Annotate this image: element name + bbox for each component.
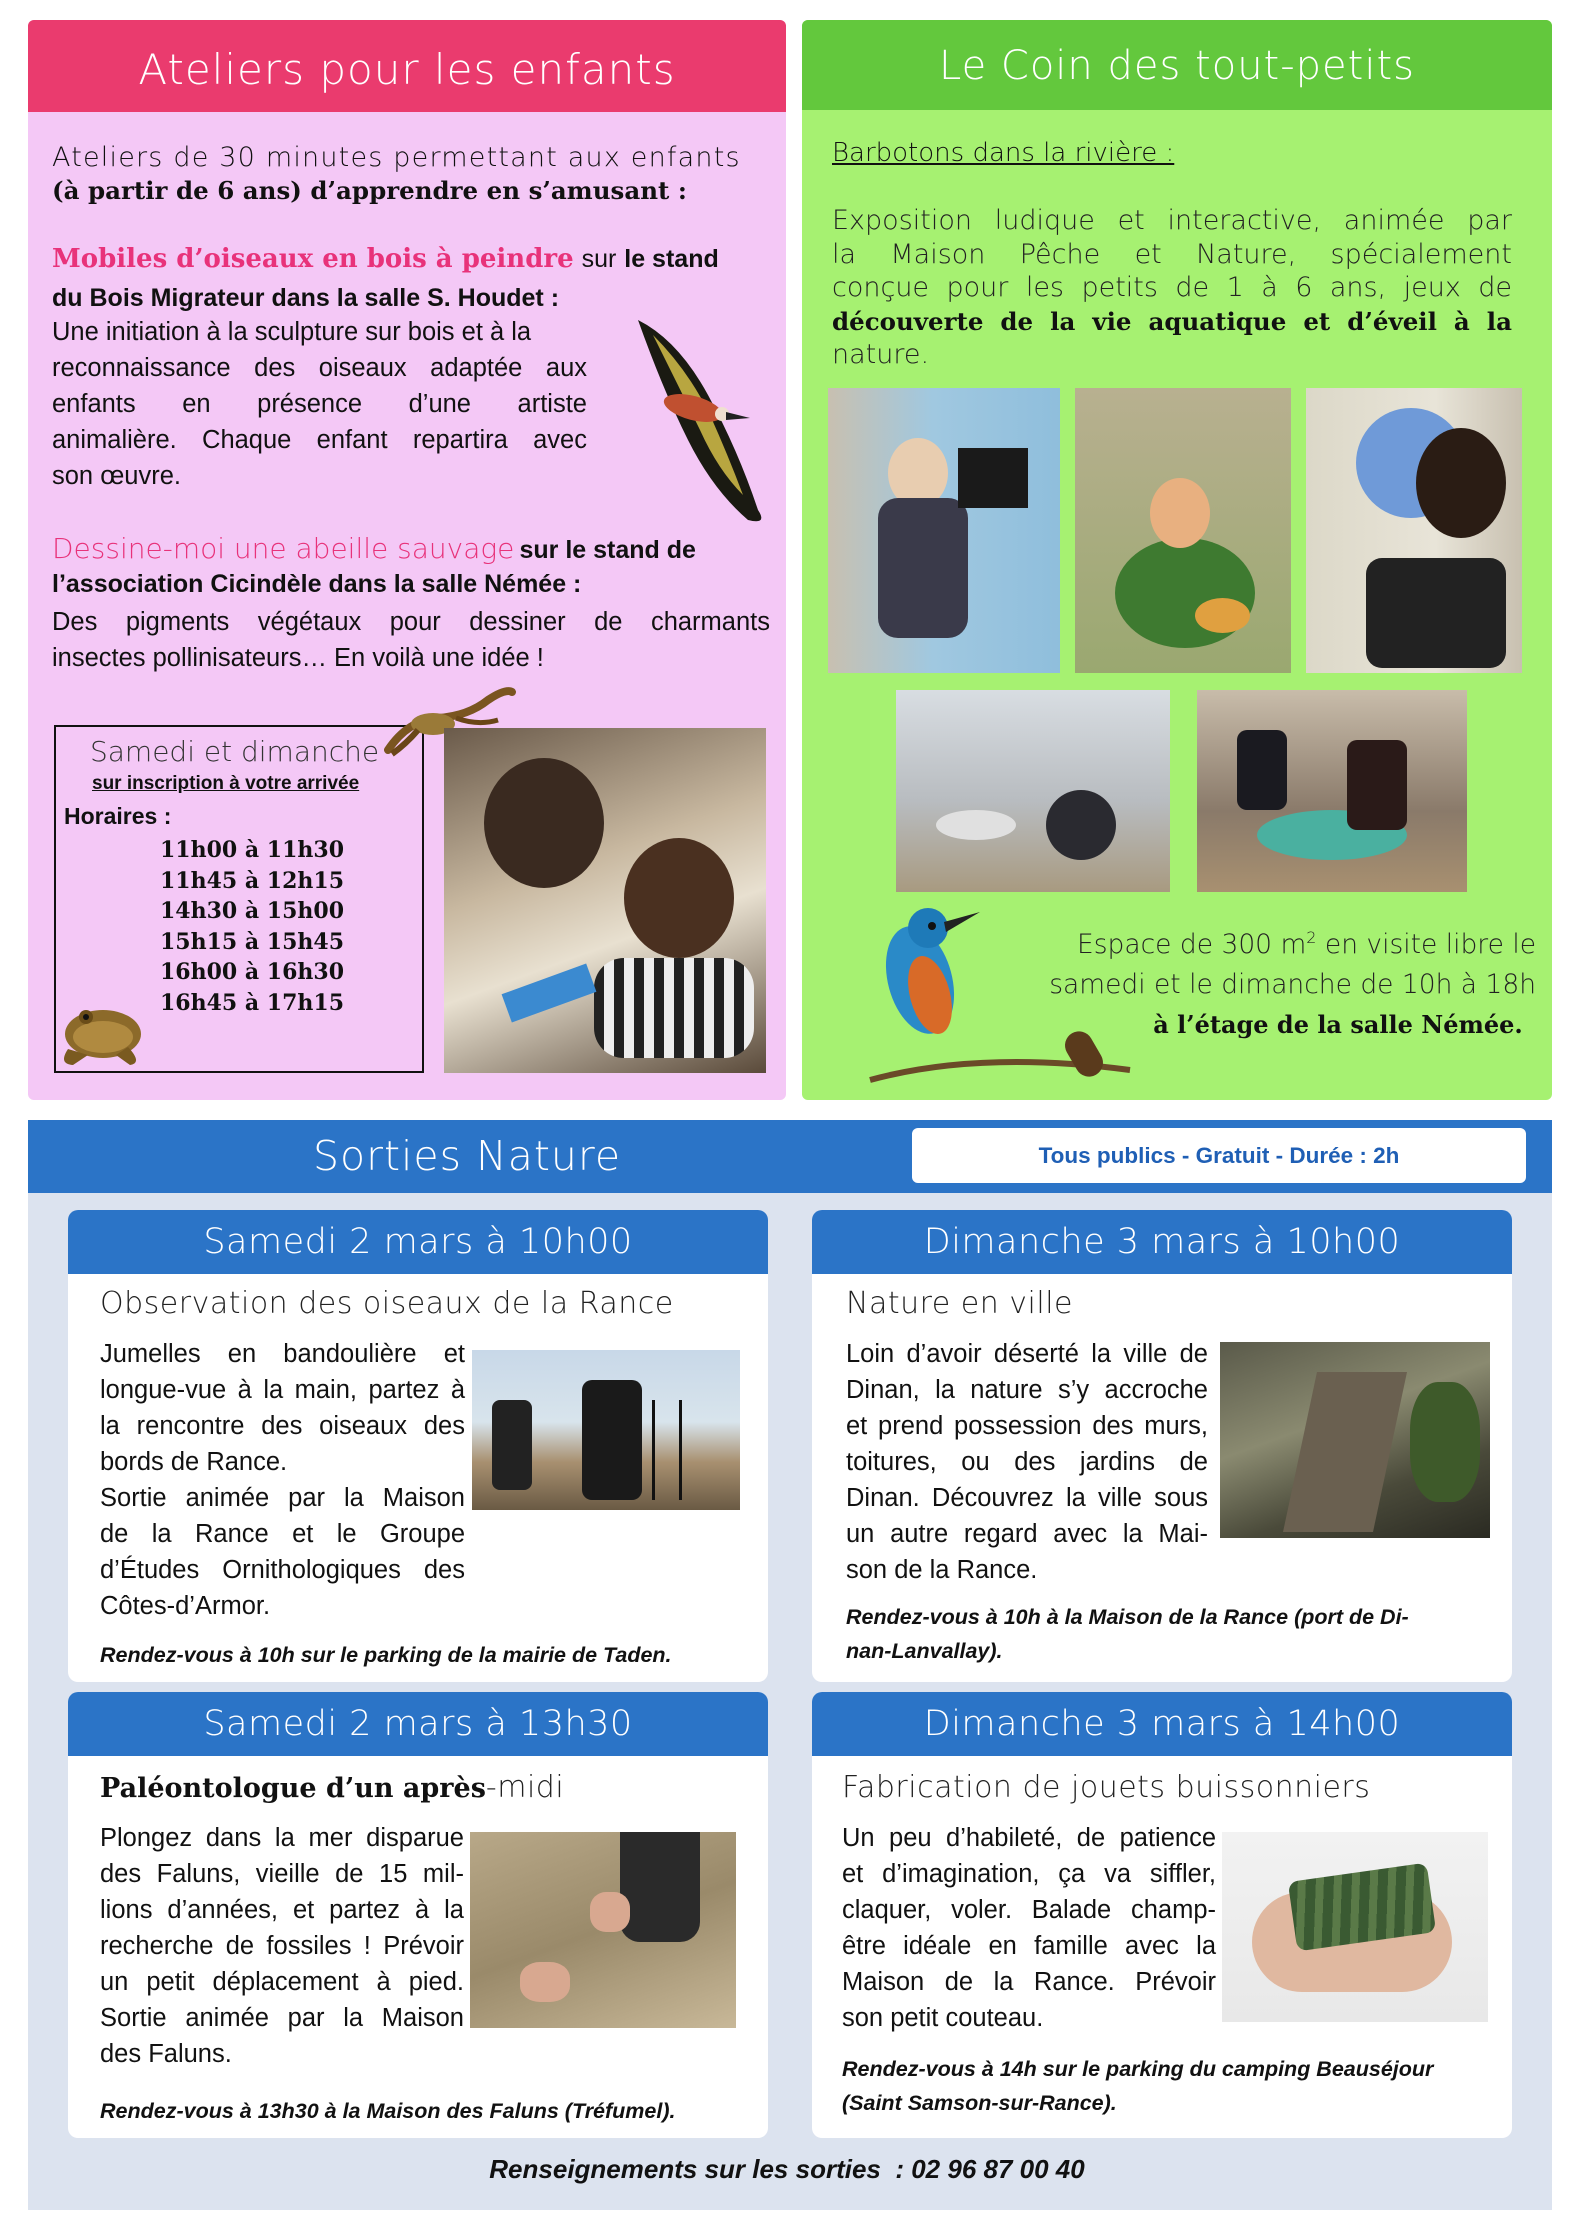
outing-desc-line: Dinan. Découvrez la ville sous [846, 1484, 1208, 1512]
schedule-time-slot: 16h45 à 17h15 [160, 989, 345, 1016]
outing-desc-line: Jumelles en bandoulière et [100, 1340, 465, 1368]
outing-card-birds [68, 1210, 768, 1682]
toddler-photo-1 [828, 388, 1060, 673]
workshop2-stand-line2: l’association Cicindèle dans la salle Némée : [52, 570, 582, 598]
outing-card-fossils [68, 1692, 768, 2138]
schedule-signup: sur inscription à votre arrivée [92, 773, 360, 794]
outing-title-light: -midi [485, 1770, 565, 1805]
schedule-box [54, 725, 424, 1073]
outing-meeting-line: Rendez-vous à 10h à la Maison de la Rance (port de Di- [846, 1605, 1409, 1629]
outing-meeting-line: Rendez-vous à 14h sur le parking du camping Beauséjour [842, 2057, 1434, 2081]
workshop1-desc-line: enfants en présence d’une artiste [52, 390, 587, 418]
toddlers-desc-line: Exposition ludique et interactive, animée par [832, 205, 1512, 236]
workshop1-desc-line: son œuvre. [52, 462, 181, 490]
outing-title: Nature en ville [846, 1286, 1073, 1321]
outing-description [100, 1820, 464, 2072]
outing-desc-line: son petit couteau. [842, 2004, 1044, 2032]
kids-intro-line1: Ateliers de 30 minutes permettant aux enfants [52, 142, 741, 173]
schedule-time-slot: 15h15 à 15h45 [160, 928, 345, 955]
workshop1-desc-line: reconnaissance des oiseaux adaptée aux [52, 354, 587, 382]
outing-desc-line: son de la Rance. [846, 1556, 1038, 1584]
outing-description [100, 1336, 465, 1624]
toddlers-space-location: à l’étage de la salle Némée. [1153, 1009, 1523, 1039]
toddlers-space-size: Espace de 300 m [1077, 928, 1307, 960]
toddlers-subtitle: Barbotons dans la rivière : [832, 138, 1175, 168]
toddlers-desc-line: nature. [832, 339, 930, 370]
outing-title [100, 1770, 564, 1805]
outing-desc-line: des Faluns. [100, 2040, 232, 2068]
toad-illustration [58, 989, 148, 1069]
workshop1-heading: Mobiles d’oiseaux en bois à peindre [52, 244, 574, 274]
wooden-bird-mobile-image [618, 300, 783, 530]
schedule-time-slot: 16h00 à 16h30 [160, 959, 345, 985]
schedule-time-slot: 11h45 à 12h15 [160, 867, 345, 894]
toddlers-description [832, 204, 1512, 372]
outing-date: Samedi 2 mars à 10h00 [68, 1210, 768, 1274]
schedule-label: Horaires : [64, 803, 172, 829]
workshop2-heading-line [52, 532, 777, 565]
toddler-photo-3 [1306, 388, 1522, 673]
workshop2-desc-line: insectes pollinisateurs… En voilà une idée ! [52, 644, 544, 672]
outings-contact-info: Renseignements sur les sorties : 02 96 87 00 40 [489, 2154, 1085, 2184]
outing-desc-line: Sortie animée par la Maison [100, 2004, 464, 2032]
workshop2-description [52, 604, 770, 676]
outing-desc-line: Sortie animée par la Maison [100, 1484, 465, 1512]
workshop2-stand: sur le stand de [519, 536, 696, 564]
outing-desc-line: toitures, ou des jardins de [846, 1448, 1208, 1476]
outing-desc-line: Dinan, la nature s’y accroche [846, 1376, 1208, 1404]
outing-date: Dimanche 3 mars à 10h00 [812, 1210, 1512, 1274]
outing-meeting-line: nan-Lanvallay). [846, 1639, 1003, 1663]
outing-meeting-point [842, 2052, 1433, 2120]
outing-description [842, 1820, 1216, 2036]
toddlers-space-line2: samedi et le dimanche de 10h à 18h [1049, 968, 1536, 1000]
toddlers-corner-title: Le Coin des tout-petits [802, 20, 1552, 110]
outing-desc-line: recherche de fossiles ! Prévoir [100, 1932, 464, 1960]
outing-desc-line: Maison de la Rance. Prévoir [842, 1968, 1216, 1996]
outing-date: Dimanche 3 mars à 14h00 [812, 1692, 1512, 1756]
workshop1-connector: sur [581, 245, 617, 273]
kids-painting-photo [444, 728, 766, 1073]
workshop2-desc-line: Des pigments végétaux pour dessiner de charmants [52, 608, 770, 636]
woven-toy-photo [1222, 1832, 1488, 2022]
schedule-time-slot: 14h30 à 15h00 [160, 898, 345, 924]
outing-card-city [812, 1210, 1512, 1682]
outing-title: Fabrication de jouets buissonniers [842, 1770, 1371, 1805]
outing-title-bold: Paléontologue d’un après [100, 1773, 486, 1804]
workshop1-description [52, 314, 587, 494]
outing-meeting-point: Rendez-vous à 13h30 à la Maison des Faluns (Tréfumel). [100, 2099, 676, 2123]
schedule-time-slot: 11h00 à 11h30 [160, 837, 345, 863]
schedule-times [160, 835, 344, 1018]
outing-meeting-point [846, 1600, 1409, 1668]
toddlers-space-line1 [1020, 918, 1536, 965]
outing-desc-line: et d’imagination, ça va siffler, [842, 1860, 1216, 1888]
nature-outings-title: Sorties Nature [28, 1120, 1552, 1193]
schedule-days: Samedi et dimanche [90, 735, 380, 768]
workshop1-stand-line2: du Bois Migrateur dans la salle S. Houdet : [52, 284, 560, 312]
outing-date: Samedi 2 mars à 13h30 [68, 1692, 768, 1756]
outing-desc-line: de la Rance et le Groupe [100, 1520, 465, 1548]
kids-intro-line2: (à partir de 6 ans) d’apprendre en s’amusant : [52, 176, 687, 205]
outing-card-toys [812, 1692, 1512, 2138]
outing-title: Observation des oiseaux de la Rance [100, 1286, 674, 1321]
outing-desc-line: Loin d’avoir déserté la ville de [846, 1340, 1208, 1368]
outing-desc-line: Côtes-d’Armor. [100, 1592, 271, 1620]
outing-desc-line: claquer, voler. Balade champ- [842, 1896, 1216, 1924]
toddler-photo-2 [1075, 388, 1291, 673]
fossil-hunting-photo [470, 1832, 736, 2028]
outing-desc-line: d’Études Ornithologiques des [100, 1556, 465, 1584]
outing-desc-line: un petit déplacement à pied. [100, 1968, 464, 1996]
birdwatchers-photo [472, 1350, 740, 1510]
toddler-room-photo-2 [1197, 690, 1467, 892]
toddlers-space-sup: 2 [1306, 928, 1317, 947]
outing-desc-line: la rencontre des oiseaux des [100, 1412, 465, 1440]
outing-meeting-point: Rendez-vous à 10h sur le parking de la mairie de Taden. [100, 1643, 672, 1667]
outing-desc-line: des Faluns, vieille de 15 mil- [100, 1860, 464, 1888]
workshop2-heading: Dessine-moi une abeille sauvage [52, 532, 515, 565]
outing-description [846, 1336, 1208, 1588]
outing-desc-line: Un peu d’habileté, de patience [842, 1824, 1216, 1852]
outing-desc-line: Plongez dans la mer disparue [100, 1824, 464, 1852]
toddlers-desc-line: la Maison Pêche et Nature, spécialement [832, 238, 1512, 270]
outing-desc-line: lions d’années, et partez à la [100, 1896, 464, 1924]
workshop1-desc-line: Une initiation à la sculpture sur bois et à la [52, 318, 532, 346]
outing-desc-line: bords de Rance. [100, 1448, 288, 1476]
workshop1-heading-line [52, 244, 772, 274]
outing-desc-line: longue-vue à la main, partez à [100, 1376, 465, 1404]
toddlers-desc-line: conçue pour les petits de 1 à 6 ans, jeux de [832, 272, 1512, 303]
toddlers-desc-bold: découverte de la vie aquatique et d’éveil à la [832, 306, 1512, 336]
workshop1-desc-line: animalière. Chaque enfant repartira avec [52, 426, 587, 454]
outing-desc-line: et prend possession des murs, [846, 1412, 1208, 1440]
toddlers-space-rest: en visite libre le [1316, 928, 1536, 960]
outing-meeting-line: (Saint Samson-sur-Rance). [842, 2091, 1117, 2115]
public-info-badge: Tous publics - Gratuit - Durée : 2h [912, 1128, 1526, 1183]
toddler-room-photo-1 [896, 690, 1170, 892]
outing-desc-line: un autre regard avec la Mai- [846, 1520, 1208, 1548]
dinan-street-photo [1220, 1342, 1490, 1538]
outing-desc-line: être idéale en famille avec la [842, 1932, 1216, 1960]
toddlers-space-info [1020, 918, 1548, 1045]
workshop1-stand: le stand [624, 245, 719, 273]
kids-workshops-title: Ateliers pour les enfants [28, 20, 786, 112]
